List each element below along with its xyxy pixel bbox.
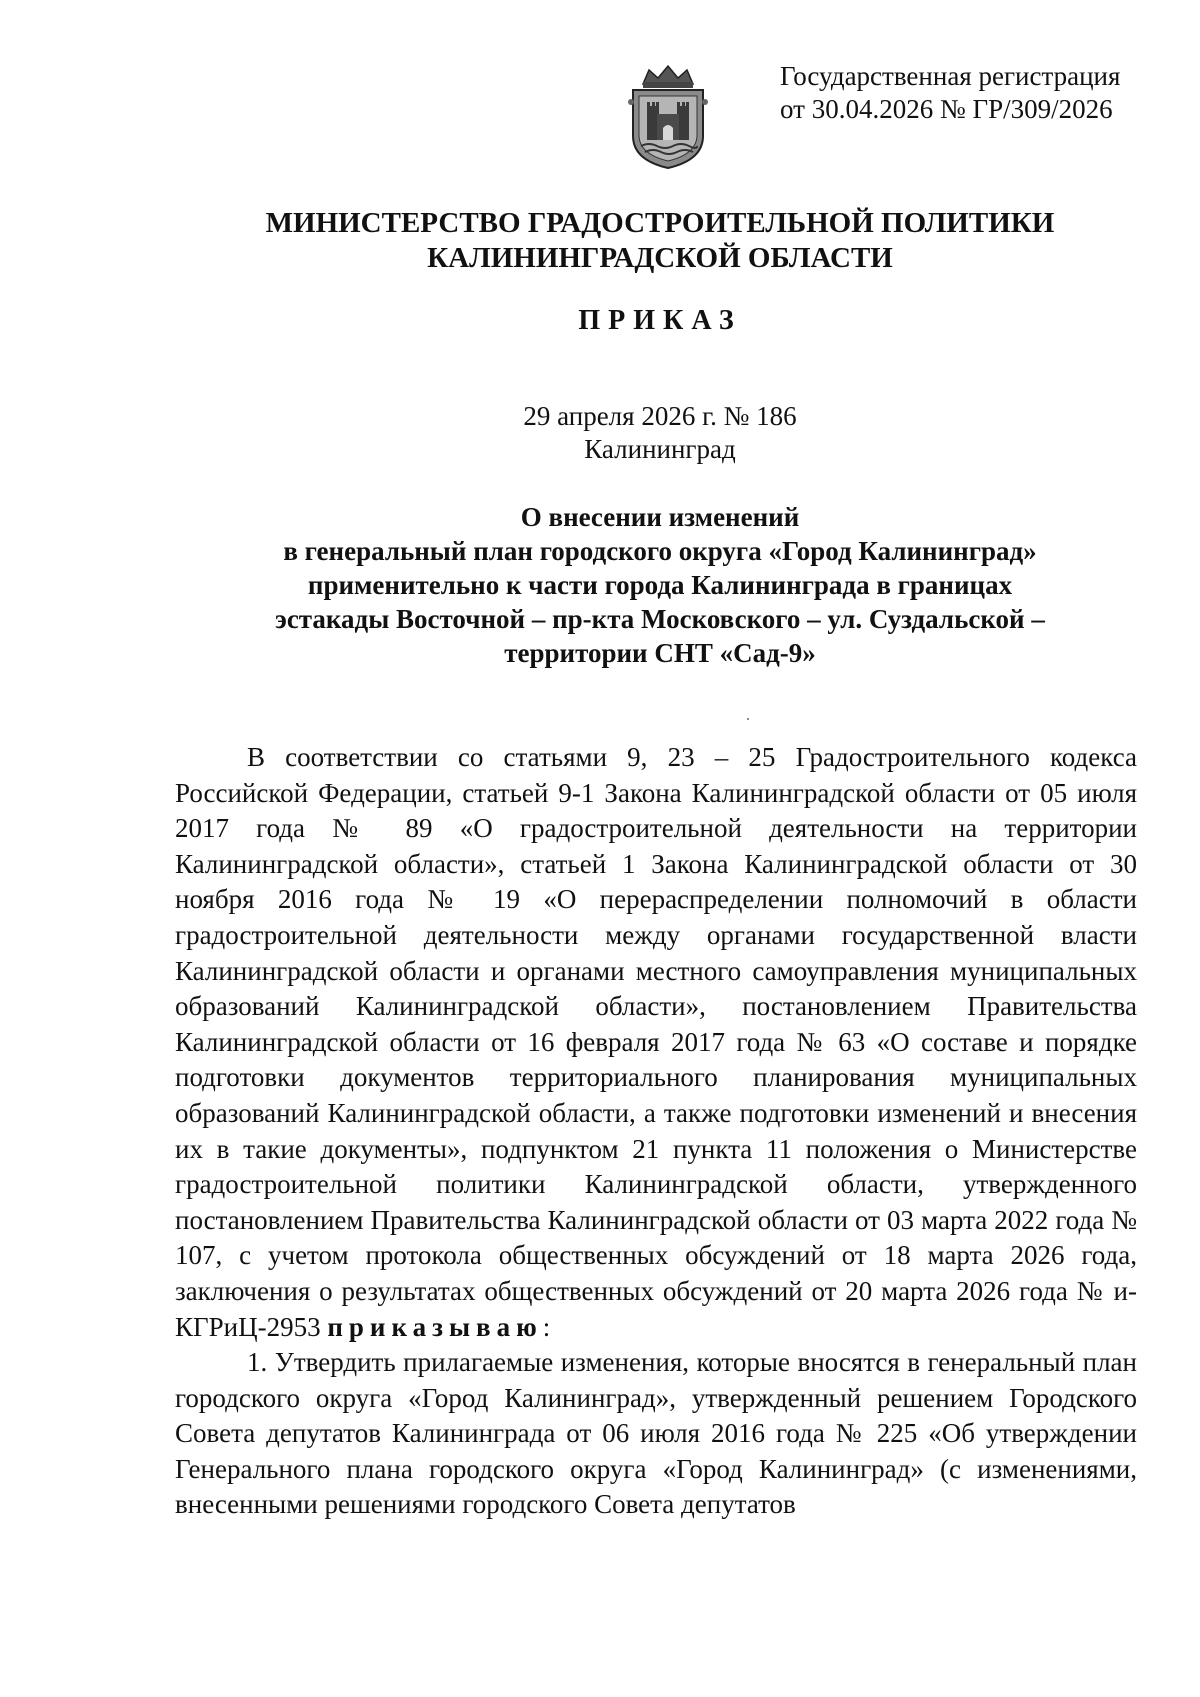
subject-line: территории СНТ «Сад-9» [504, 638, 816, 668]
registration-number: от 30.04.2026 № ГР/309/2026 [780, 94, 1113, 124]
ministry-name-line2: КАЛИНИНГРАДСКОЙ ОБЛАСТИ [427, 242, 893, 274]
command-colon: : [542, 1311, 551, 1342]
subject-line: применительно к части города Калининграда в границах [307, 570, 1013, 600]
ministry-heading [0, 206, 1200, 276]
order-date-number: 29 апреля 2026 г. № 186 [523, 401, 797, 431]
state-registration [780, 60, 1130, 126]
scan-speck [747, 718, 749, 720]
order-body [175, 740, 1137, 1523]
preamble-text: В соответствии со статьями 9, 23 – 25 Градостроительного кодекса Российской Федерации, статьей 9-1 Закона Калининградской области от 05 июля 2017 года № 89 «О градостроительной деятельности на территории Калининградской области», статьей 1 Закона Калининградской области от 30 ноября 2016 года № 19 «О перераспределении полномочий в области градостроительной деятельности между органами государственной власти Калининградской области и органами местного самоуправления муниципальных образований Калининградской области», постановлением Правительства Калининградской области от 16 февраля 2017 года № 63 «О составе и порядке подготовки документов территориального планирования муниципальных образований Калининградской области, а также подготовки изменений и внесения их в такие документы», подпунктом 21 пункта 11 положения о Министерстве градостроительной политики Калининградской области, утвержденного постановлением Правительства Калининградской области от 03 марта 2022 года № 107, с учетом протокола общественных обсуждений от 18 марта 2026 года, заключения о результатах общественных обсуждений от 20 марта 2026 года № и-КГРиЦ-2953 [175, 742, 1137, 1342]
registration-label: Государственная регистрация [780, 61, 1121, 91]
order-subject [0, 500, 1200, 670]
coat-of-arms-emblem [625, 62, 711, 170]
command-word: приказываю [327, 1311, 543, 1342]
order-city: Калининград [584, 434, 736, 464]
item-1-paragraph: 1. Утвердить прилагаемые изменения, которые вносятся в генеральный план городского округа «Город Калининград», утвержденный решением Городского Совета депутатов Калининграда от 06 июля 2016 года № 225 «Об утверждении Генерального плана городского округа «Город Калининград» (с изменениями, внесенными решениями городского Совета депутатов [175, 1347, 1137, 1520]
preamble-paragraph [175, 740, 1137, 1345]
order-title: ПРИКАЗ [578, 305, 742, 336]
subject-line: О внесении изменений [520, 502, 800, 532]
subject-line: эстакады Восточной – пр-кта Московского – ул. Суздальской – [275, 604, 1045, 634]
ministry-name-line1: МИНИСТЕРСТВО ГРАДОСТРОИТЕЛЬНОЙ ПОЛИТИКИ [265, 207, 1055, 239]
order-date-place [0, 400, 1200, 466]
subject-line: в генеральный план городского округа «Город Калининград» [283, 536, 1037, 566]
